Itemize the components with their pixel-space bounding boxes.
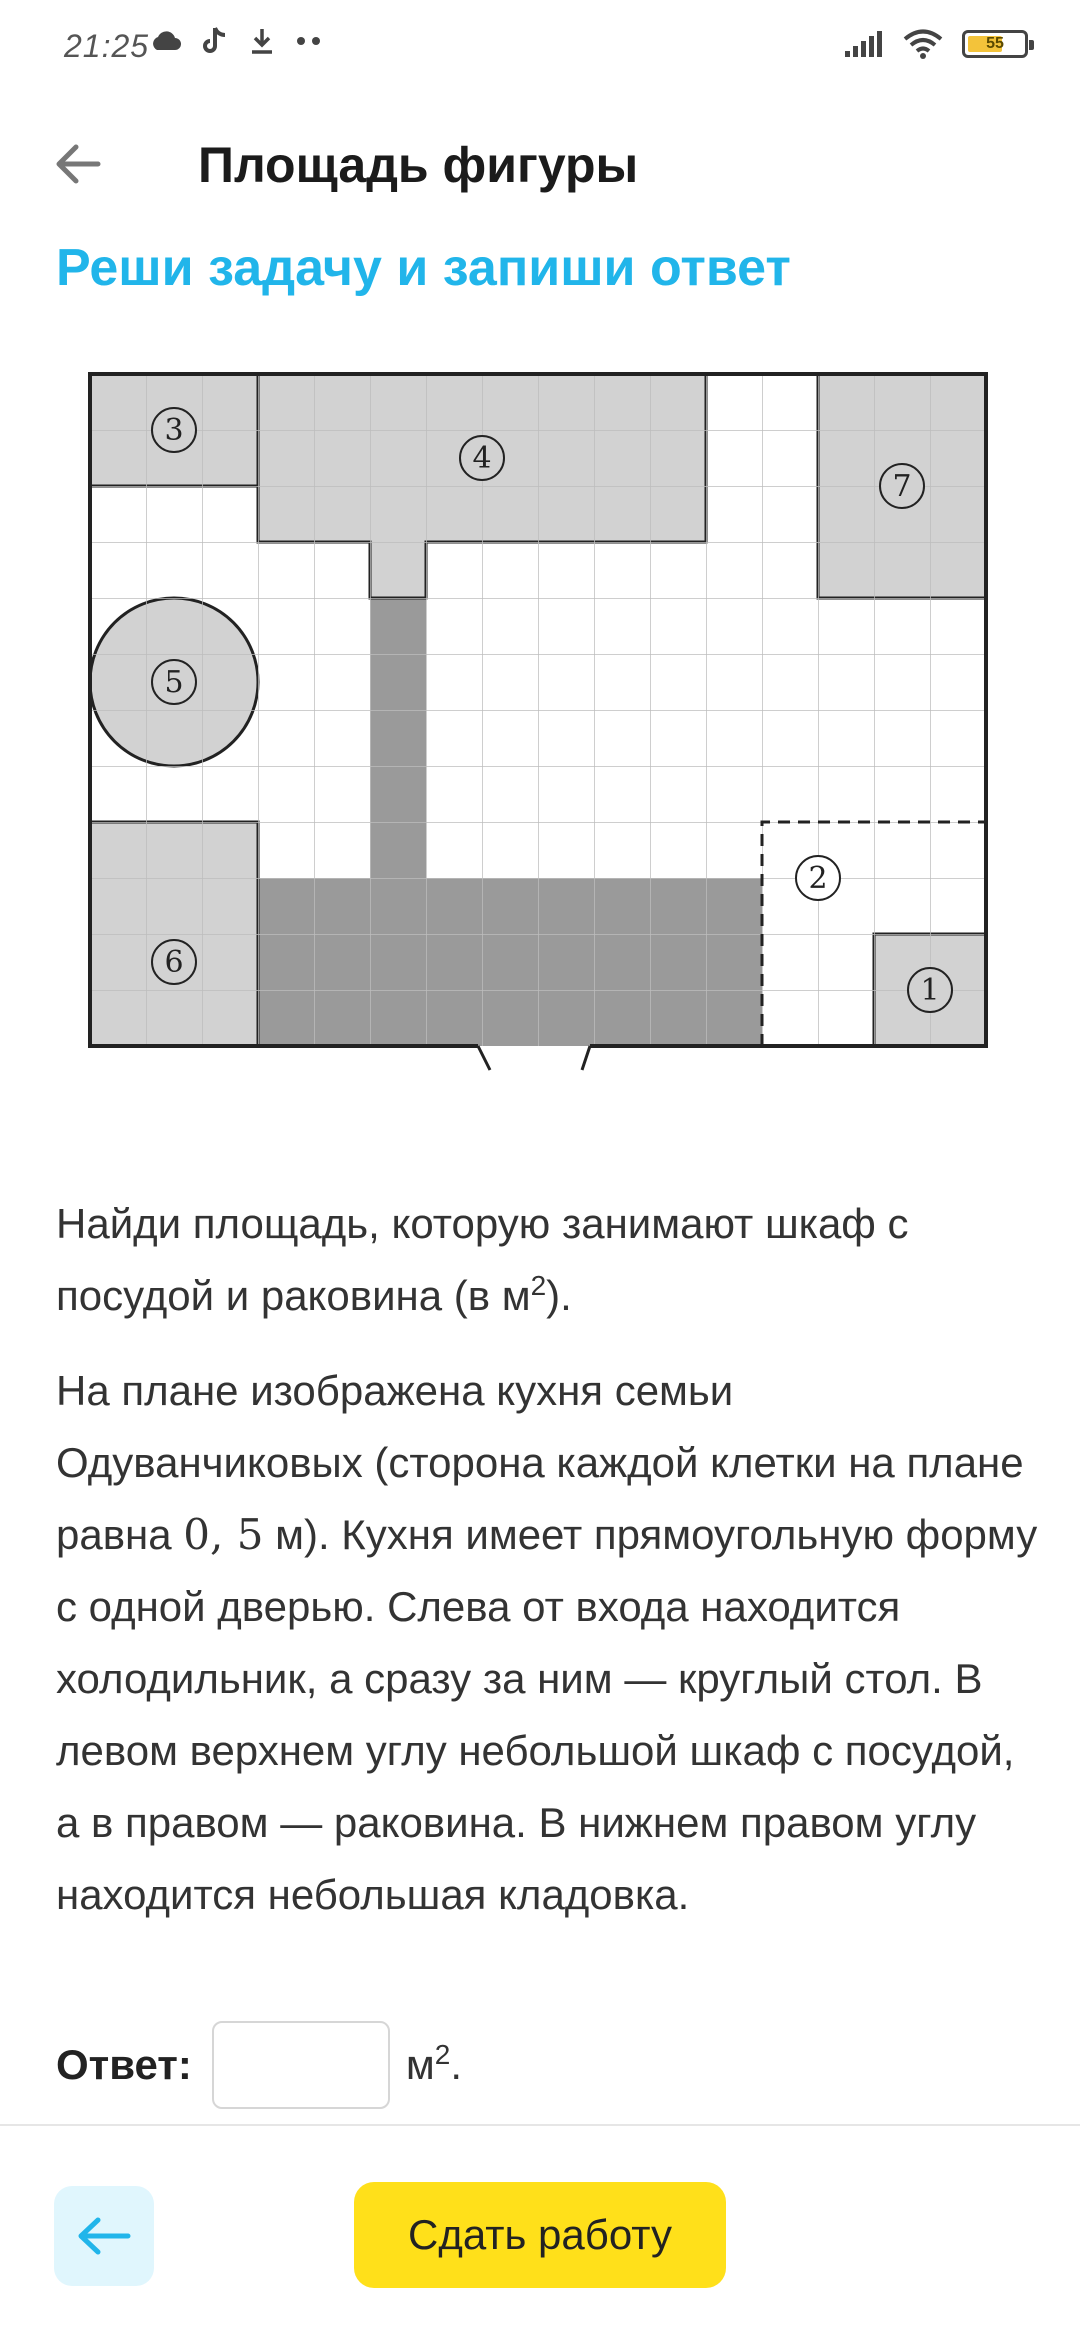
arrow-left-icon (76, 2216, 132, 2256)
question-main: Найди площадь, которую занимают шкаф с посудой и раковина (в м (56, 1200, 909, 1319)
cloud-icon (148, 30, 182, 52)
label-7 (880, 464, 924, 508)
status-time: 21:25 (64, 28, 150, 64)
svg-text:1: 1 (920, 973, 940, 1008)
answer-input[interactable] (212, 2021, 390, 2109)
battery-level: 55 (986, 35, 1004, 52)
previous-button[interactable] (54, 2186, 154, 2286)
svg-text:3: 3 (164, 413, 184, 448)
page-title: Площадь фигуры (198, 137, 639, 193)
desc-part2: м). Кухня имеет прямоугольную форму с одной дверью. Слева от входа находится холодильник, а сразу за ним — круглый стол. В левом верхнем углу небольшой шкаф с посудой, а в правом — раковина. В нижнем правом углу находится небольшая кладовка. (56, 1511, 1038, 1918)
kitchen-plan (88, 372, 992, 1072)
question-sup: 2 (530, 1270, 547, 1301)
download-icon (248, 26, 276, 56)
answer-row (56, 2020, 462, 2110)
signal-icon (844, 30, 884, 58)
label-1 (908, 968, 952, 1012)
svg-text:7: 7 (892, 469, 912, 504)
wifi-icon (902, 28, 944, 60)
label-5 (152, 660, 196, 704)
tiktok-icon (202, 26, 228, 56)
door (478, 1046, 590, 1070)
unit-end: . (450, 2041, 462, 2088)
footer-divider (0, 2124, 1080, 2126)
task-description (56, 1355, 1046, 1931)
status-right-icons (844, 28, 1028, 60)
submit-button[interactable]: Сдать работу (354, 2182, 726, 2288)
question-text (56, 1188, 1036, 1332)
label-6 (152, 940, 196, 984)
battery-tip (1029, 40, 1034, 50)
answer-unit (406, 2041, 462, 2089)
svg-text:6: 6 (164, 945, 184, 980)
battery-icon (962, 30, 1028, 58)
back-arrow-icon[interactable] (50, 136, 106, 192)
label-4 (460, 436, 504, 480)
status-bar (0, 0, 1080, 100)
question-end: ). (546, 1272, 572, 1319)
svg-text:5: 5 (164, 665, 184, 700)
svg-text:4: 4 (472, 441, 492, 476)
desc-math: 0, 5 (183, 1510, 264, 1559)
more-dots-icon (296, 36, 322, 46)
answer-label: Ответ: (56, 2041, 192, 2088)
status-left-icons (148, 26, 322, 56)
desc-part1: На плане изображена кухня семьи Одуванчиковых (сторона каждой клетки на плане равна (56, 1367, 1024, 1558)
app-header (0, 110, 1080, 220)
unit-sup: 2 (434, 2039, 451, 2070)
label-3 (152, 408, 196, 452)
unit-text: м (405, 2041, 435, 2088)
task-heading: Реши задачу и запиши ответ (56, 239, 791, 297)
label-2 (796, 856, 840, 900)
plan-grid (90, 374, 986, 1046)
svg-text:2: 2 (808, 861, 828, 896)
